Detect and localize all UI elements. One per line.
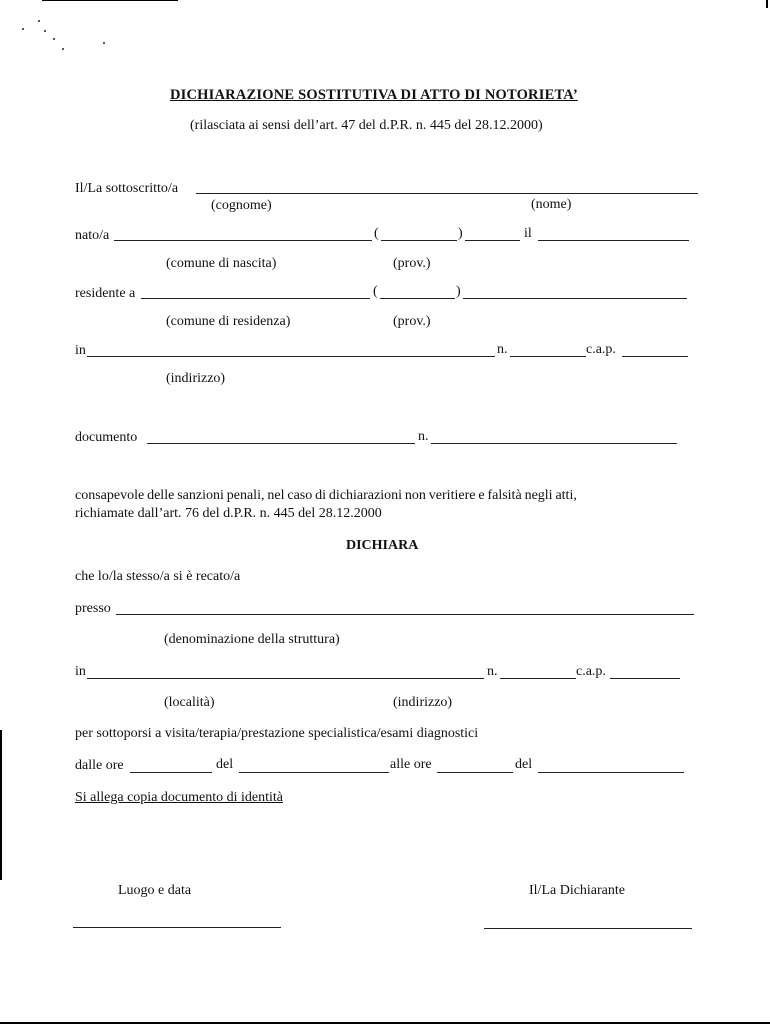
struttura-cap-field[interactable]	[610, 678, 680, 679]
cap-field[interactable]	[622, 356, 688, 357]
n-label: n.	[487, 664, 498, 679]
prov-caption: (prov.)	[393, 256, 431, 271]
paren-close: )	[456, 284, 461, 299]
localita-field[interactable]	[87, 678, 484, 679]
cap-label: c.a.p.	[586, 342, 616, 357]
numero-civico-field[interactable]	[510, 356, 586, 357]
scan-speck	[103, 42, 105, 44]
del-label: del	[216, 757, 234, 772]
luogo-data-label: Luogo e data	[118, 883, 192, 898]
comune-residenza-caption: (comune di residenza)	[166, 314, 291, 329]
scan-speck	[38, 20, 40, 22]
n-label: n.	[497, 342, 508, 357]
struttura-caption: (denominazione della struttura)	[164, 632, 340, 647]
presso-label: presso	[75, 601, 111, 616]
alle-data-field[interactable]	[538, 772, 684, 773]
prov-residenza-field[interactable]	[380, 298, 455, 299]
alle-ore-field[interactable]	[437, 772, 513, 773]
document-subtitle: (rilasciata ai sensi dell’art. 47 del d.P.R. n. 445 del 28.12.2000)	[190, 118, 543, 133]
sottoscritto-field[interactable]	[196, 193, 698, 194]
dalle-data-field[interactable]	[239, 772, 389, 773]
del-label: del	[515, 757, 533, 772]
localita-caption: (località)	[164, 695, 215, 710]
indirizzo-field[interactable]	[87, 356, 495, 357]
dichiarante-label: Il/La Dichiarante	[529, 883, 626, 898]
struttura-numero-field[interactable]	[500, 678, 576, 679]
nato-label: nato/a	[75, 228, 110, 243]
recato-text: che lo/la stesso/a si è recato/a	[75, 569, 241, 584]
documento-field[interactable]	[147, 443, 415, 444]
residente-extra-field[interactable]	[463, 298, 687, 299]
residente-label: residente a	[75, 286, 136, 301]
allega-text: Si allega copia documento di identità	[75, 790, 283, 805]
scan-left-mark	[0, 730, 2, 880]
indirizzo-caption: (indirizzo)	[393, 695, 453, 710]
alle-ore-label: alle ore	[390, 757, 432, 772]
in-label: in	[75, 664, 86, 679]
consapevole-text-line2: richiamate dall’art. 76 del d.P.R. n. 445 del 28.12.2000	[75, 506, 382, 521]
scan-speck	[62, 48, 64, 50]
scan-top-edge	[42, 0, 178, 1]
comune-residenza-field[interactable]	[141, 298, 370, 299]
sottoscritto-label: Il/La sottoscritto/a	[75, 181, 179, 196]
comune-nascita-field[interactable]	[114, 240, 372, 241]
data-nascita-field[interactable]	[538, 240, 689, 241]
documento-label: documento	[75, 430, 138, 445]
n-label: n.	[418, 429, 429, 444]
presso-field[interactable]	[116, 614, 694, 615]
cognome-caption: (cognome)	[211, 198, 272, 213]
dalle-ore-field[interactable]	[130, 772, 212, 773]
scan-speck	[44, 30, 46, 32]
in-label: in	[75, 343, 86, 358]
dichiara-heading: DICHIARA	[346, 538, 419, 553]
luogo-data-field[interactable]	[73, 927, 281, 928]
nato-extra-field[interactable]	[465, 240, 520, 241]
scan-speck	[53, 38, 55, 40]
il-label: il	[524, 226, 532, 241]
dalle-ore-label: dalle ore	[75, 758, 124, 773]
prov-nascita-field[interactable]	[381, 240, 457, 241]
prov-caption: (prov.)	[393, 314, 431, 329]
cap-label: c.a.p.	[576, 664, 606, 679]
nome-caption: (nome)	[531, 197, 572, 212]
comune-nascita-caption: (comune di nascita)	[166, 256, 277, 271]
firma-field[interactable]	[484, 928, 692, 929]
paren-close: )	[458, 226, 463, 241]
documento-numero-field[interactable]	[431, 443, 677, 444]
sottoporsi-text: per sottoporsi a visita/terapia/prestazione specialistica/esami diagnostici	[75, 726, 479, 741]
paren-open: (	[374, 226, 379, 241]
paren-open: (	[373, 284, 378, 299]
document-title: DICHIARAZIONE SOSTITUTIVA DI ATTO DI NOTORIETA’	[170, 87, 578, 103]
consapevole-text-line1: consapevole delle sanzioni penali, nel caso di dichiarazioni non veritiere e falsità negli atti,	[75, 488, 577, 503]
scan-right-mark	[766, 0, 768, 8]
indirizzo-caption: (indirizzo)	[166, 371, 226, 386]
scan-speck	[22, 28, 24, 30]
